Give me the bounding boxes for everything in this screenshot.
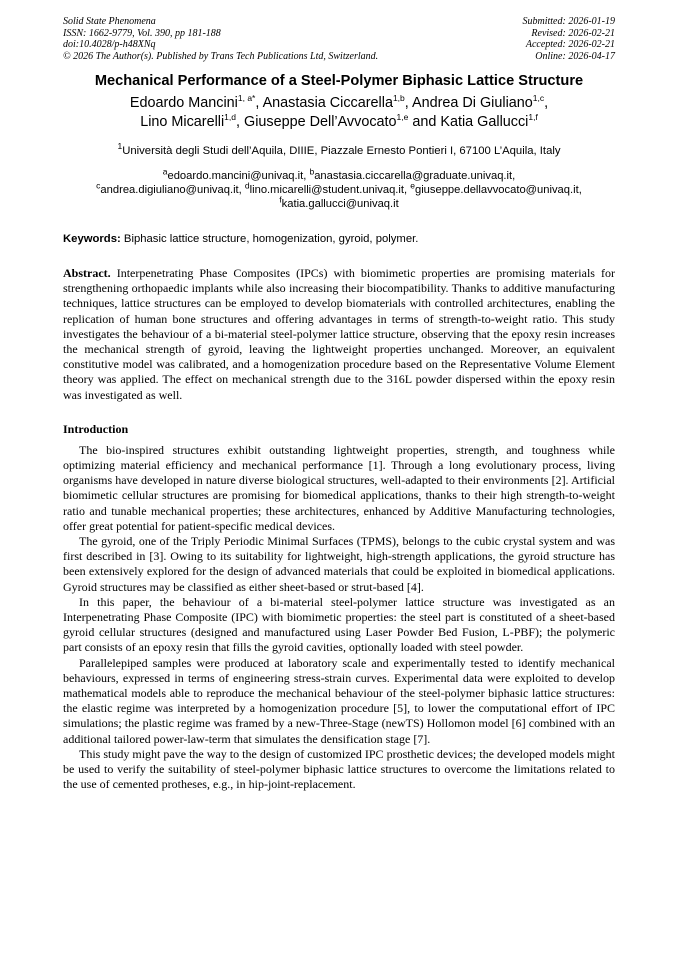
author-line-2 [63, 113, 615, 132]
author: Edoardo Mancini$^{1, a*}$, [129, 93, 263, 111]
author-list [63, 94, 615, 132]
email-line-1 [63, 166, 615, 183]
author: Lino Micarelli$^{1,d}$, [140, 112, 244, 130]
author-email[interactable]: $^e$giuseppe.dellavvocato@univaq.it, [410, 180, 582, 196]
author-email[interactable]: $^b$anastasia.ciccarella@graduate.univaq.it, [309, 166, 516, 182]
paragraph: The bio-inspired structures exhibit outstanding lightweight properties, strength, and toughness while optimizing material efficiency and mechanical performance [1]. Through a long evolutionary process, living organisms have developed in nature diverse biological structures, well-adapted to their environments [2]. Artificial biomimetic cellular structures are promising for biomedical applications, thanks to their high strength-to-weight ratio and tunable mechanical properties; these architectures, enhanced by Additive Manufacturing technologies, offer great potential for patient-specific medical devices. [63, 442, 615, 533]
submitted-date: Submitted: 2026-01-19 [522, 16, 615, 27]
paper-title: Mechanical Performance of a Steel-Polymer Biphasic Lattice Structure [94, 73, 584, 89]
publication-info [63, 16, 378, 62]
online-date: Online: 2026-04-17 [535, 50, 615, 62]
paragraph: Parallelepiped samples were produced at laboratory scale and experimentally tested to identify mechanical behaviours, expressed in terms of engineering stress-strain curves. Experimental data were exploited to develop mathematical models able to reproduce the mechanical behaviour of the steel-polymer biphasic lattice structures: the elastic regime was interpreted by a homogenization procedure [5], to lower the computational effort of IPC simulations; the plastic regime was framed by a new-Three-Stage (newTS) Hollomon model [6] combined with an additional tailored power-law-term that simulates the densification stage [7]. [63, 655, 615, 746]
email-line-2 [63, 180, 615, 197]
abstract-label: Abstract. [63, 266, 111, 280]
keywords [63, 232, 615, 246]
section-heading-introduction: Introduction [63, 421, 129, 436]
author-email[interactable]: $^c$andrea.digiuliano@univaq.it, [96, 180, 245, 196]
issn-line: ISSN: 1662-9779, Vol. 390, pp 181-188 [63, 27, 221, 39]
author: Giuseppe Dell’Avvocato$^{1,e}$ and [244, 112, 441, 130]
doi-line: doi:10.4028/p-h48XNq [63, 39, 156, 50]
paragraph: This study might pave the way to the design of customized IPC prosthetic devices; the developed models might be used to verify the suitability of steel-polymer biphasic lattice structures to overcome the limitations related to the use of cemented protheses, e.g., in hip-joint-replacement. [63, 746, 615, 792]
author-email[interactable]: $^a$edoardo.mancini@univaq.it, [162, 166, 310, 182]
keywords-text: Biphasic lattice structure, homogenization, gyroid, polymer. [120, 233, 419, 245]
author-line-1 [63, 94, 615, 113]
email-line-3 [63, 194, 615, 211]
author: Katia Gallucci$^{1,f}$ [440, 112, 538, 130]
abstract-text: Interpenetrating Phase Composites (IPCs) with biomimetic properties are promising materials for strengthening orthopaedic implants while also increasing their biocompatibility. Thanks to additive manufacturing techniques, lattice structures can be employed to develop biomaterials with controlled architectures, enabling the replication of human bone structures and offering advantages in terms of strength-to-weight ratio. This study investigates the behaviour of a bi-material steel-polymer lattice structure, observing that the epoxy resin increases the mechanical strength of gyroid, leaving the lightweight properties unchanged. Moreover, an equivalent constitutive model was calibrated, and a homogenization procedure based on the Representative Volume Element theory was applied. The effect on mechanical strength due to the 316L powder dispersed within the epoxy resin was investigated as well. [63, 266, 615, 402]
keywords-label: Keywords: [63, 233, 121, 245]
dates-info [523, 16, 616, 62]
author: Anastasia Ciccarella$^{1,b}$, [262, 93, 412, 111]
abstract [63, 266, 615, 403]
author-email[interactable]: $^d$lino.micarelli@student.univaq.it, [244, 180, 411, 196]
introduction-body [63, 443, 615, 793]
journal-header [63, 16, 615, 62]
copyright-line: © 2026 The Author(s). Published by Trans Tech Publications Ltd, Switzerland. [63, 50, 379, 62]
author-emails [63, 166, 615, 211]
author-email[interactable]: $^f$katia.gallucci@univaq.it [279, 194, 399, 210]
paragraph: In this paper, the behaviour of a bi-material steel-polymer lattice structure was investigated as an Interpenetrating Phase Composite (IPC) with biomimetic properties: the steel part is constituted of a sheet-based gyroid cellular structures (designed and manufactured using Laser Powder Bed Fusion, L-PBF); the polymeric part consists of an epoxy resin that fills the gyroid cavities, optionally loaded with steel powder. [63, 594, 615, 655]
paragraph: The gyroid, one of the Triply Periodic Minimal Surfaces (TPMS), belongs to the cubic crystal system and was first described in [3]. Owing to its suitability for lightweight, high-strength applications, the gyroid structure has been extensively explored for the design of advanced materials that could be exploited in biomedical applications. Gyroid structures may be classified as either sheet-based or strut-based [4]. [63, 534, 615, 594]
affiliation: $^1$Università degli Studi dell’Aquila, DIIIE, Piazzale Ernesto Pontieri I, 67100 L’Aquila, Italy [117, 141, 561, 157]
accepted-date: Accepted: 2026-02-21 [525, 39, 615, 50]
journal-name: Solid State Phenomena [63, 16, 156, 27]
author: Andrea Di Giuliano$^{1,c}$, [411, 93, 549, 111]
revised-date: Revised: 2026-02-21 [531, 27, 615, 39]
